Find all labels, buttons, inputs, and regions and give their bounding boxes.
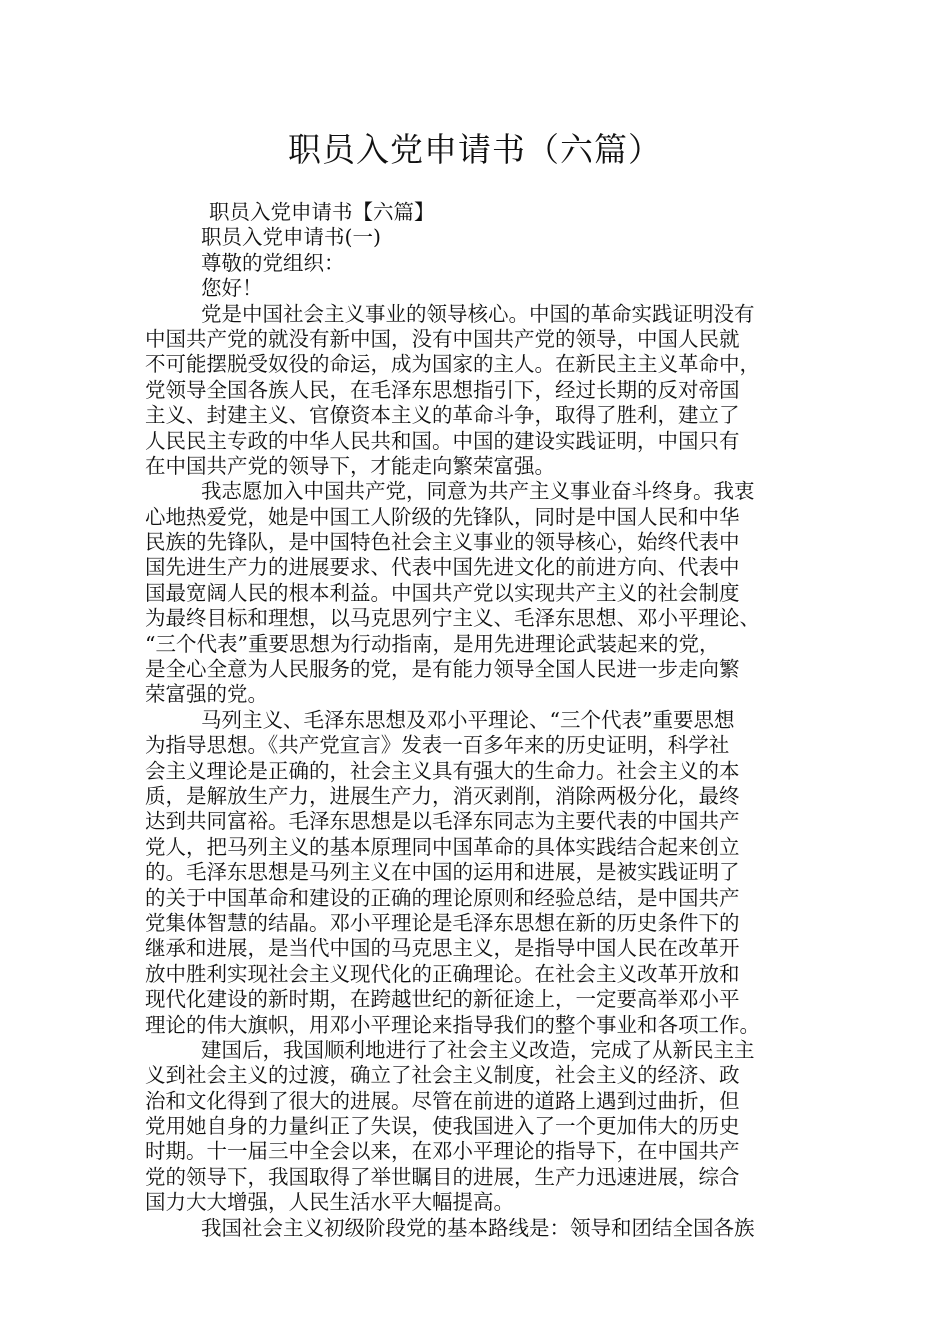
document-title: 职员入党申请书（六篇） xyxy=(288,130,662,169)
paragraph-line: 义到社会主义的过渡，确立了社会主义制度，社会主义的经济、政 xyxy=(145,1063,740,1088)
paragraph-line: 民族的先锋队，是中国特色社会主义事业的领导核心，始终代表中 xyxy=(145,530,740,555)
paragraph-line: 中国共产党的就没有新中国，没有中国共产党的领导，中国人民就 xyxy=(145,326,740,351)
paragraph-1 xyxy=(145,302,807,480)
paragraph-line: 党人，把马列主义的基本原理同中国革命的具体实践结合起来创立 xyxy=(145,834,740,859)
paragraph-line: 党的领导下，我国取得了举世瞩目的进展，生产力迅速进展，综合 xyxy=(145,1164,740,1189)
paragraph-2 xyxy=(145,479,807,708)
paragraph-line: 党集体智慧的结晶。邓小平理论是毛泽东思想在新的历史条件下的 xyxy=(145,910,740,935)
paragraph-line: 达到共同富裕。毛泽东思想是以毛泽东同志为主要代表的中国共产 xyxy=(145,809,740,834)
paragraph-line: 时期。十一届三中全会以来，在邓小平理论的指导下，在中国共产 xyxy=(145,1139,740,1164)
paragraph-line: 荣富强的党。 xyxy=(145,682,268,707)
paragraph-line: 我志愿加入中国共产党，同意为共产主义事业奋斗终身。我衷 xyxy=(201,479,755,504)
paragraph-line: 理论的伟大旗帜，用邓小平理论来指导我们的整个事业和各项工作。 xyxy=(145,1012,760,1037)
paragraph-line: 党是中国社会主义事业的领导核心。中国的革命实践证明没有 xyxy=(201,301,755,326)
paragraph-4 xyxy=(145,1038,807,1216)
salutation: 尊敬的党组织： xyxy=(201,250,345,275)
paragraph-5 xyxy=(145,1216,807,1241)
paragraph-line: 放中胜利实现社会主义现代化的正确理论。在社会主义改革开放和 xyxy=(145,961,740,986)
document-body xyxy=(145,200,807,1241)
paragraph-line: 现代化建设的新时期，在跨越世纪的新征途上，一定要高举邓小平 xyxy=(145,987,740,1012)
paragraph-line: 为指导思想。《共产党宣言》发表一百多年来的历史证明，科学社 xyxy=(145,733,730,758)
paragraph-line: 是全心全意为人民服务的党，是有能力领导全国人民进一步走向繁 xyxy=(145,657,740,682)
document-subtitle: 职员入党申请书【六篇】 xyxy=(209,200,435,224)
paragraph-line: 继承和进展，是当代中国的马克思主义，是指导中国人民在改革开 xyxy=(145,936,740,961)
paragraph-line: 马列主义、毛泽东思想及邓小平理论、“三个代表”重要思想 xyxy=(201,707,735,732)
paragraph-line: 质，是解放生产力，进展生产力，消灭剥削，消除两极分化，最终 xyxy=(145,783,740,808)
paragraph-line: 的关于中国革命和建设的正确的理论原则和经验总结，是中国共产 xyxy=(145,885,740,910)
paragraph-line: 在中国共产党的领导下，才能走向繁荣富强。 xyxy=(145,453,555,478)
paragraph-line: 主义、封建主义、官僚资本主义的革命斗争，取得了胜利，建立了 xyxy=(145,403,740,428)
paragraph-line: 不可能摆脱受奴役的命运，成为国家的主人。在新民主主义革命中， xyxy=(145,352,760,377)
paragraph-line: 心地热爱党，她是中国工人阶级的先锋队，同时是中国人民和中华 xyxy=(145,504,740,529)
section-heading: 职员入党申请书(一) xyxy=(201,225,381,250)
paragraph-line: 我国社会主义初级阶段党的基本路线是：领导和团结全国各族 xyxy=(201,1215,755,1240)
paragraph-line: 人民民主专政的中华人民共和国。中国的建设实践证明，中国只有 xyxy=(145,428,740,453)
paragraph-line: 国先进生产力的进展要求、代表中国先进文化的前进方向、代表中 xyxy=(145,555,740,580)
paragraph-line: 党领导全国各族人民，在毛泽东思想指引下，经过长期的反对帝国 xyxy=(145,377,740,402)
paragraph-line: 建国后，我国顺利地进行了社会主义改造，完成了从新民主主 xyxy=(201,1037,755,1062)
paragraph-line: 治和文化得到了很大的进展。尽管在前进的道路上遇到过曲折，但 xyxy=(145,1088,740,1113)
paragraph-line: 会主义理论是正确的，社会主义具有强大的生命力。社会主义的本 xyxy=(145,758,740,783)
paragraph-line: 国最宽阔人民的根本利益。中国共产党以实现共产主义的社会制度 xyxy=(145,580,740,605)
paragraph-line: 党用她自身的力量纠正了失误，使我国进入了一个更加伟大的历史 xyxy=(145,1114,740,1139)
paragraph-line: 的。毛泽东思想是马列主义在中国的运用和进展，是被实践证明了 xyxy=(145,860,740,885)
greeting: 您好！ xyxy=(201,276,263,301)
paragraph-line: 国力大大增强，人民生活水平大幅提高。 xyxy=(145,1190,514,1215)
paragraph-line: “三个代表”重要思想为行动指南，是用先进理论武装起来的党， xyxy=(145,631,720,656)
paragraph-line: 为最终目标和理想，以马克思列宁主义、毛泽东思想、邓小平理论、 xyxy=(145,606,760,631)
paragraph-3 xyxy=(145,708,807,1038)
